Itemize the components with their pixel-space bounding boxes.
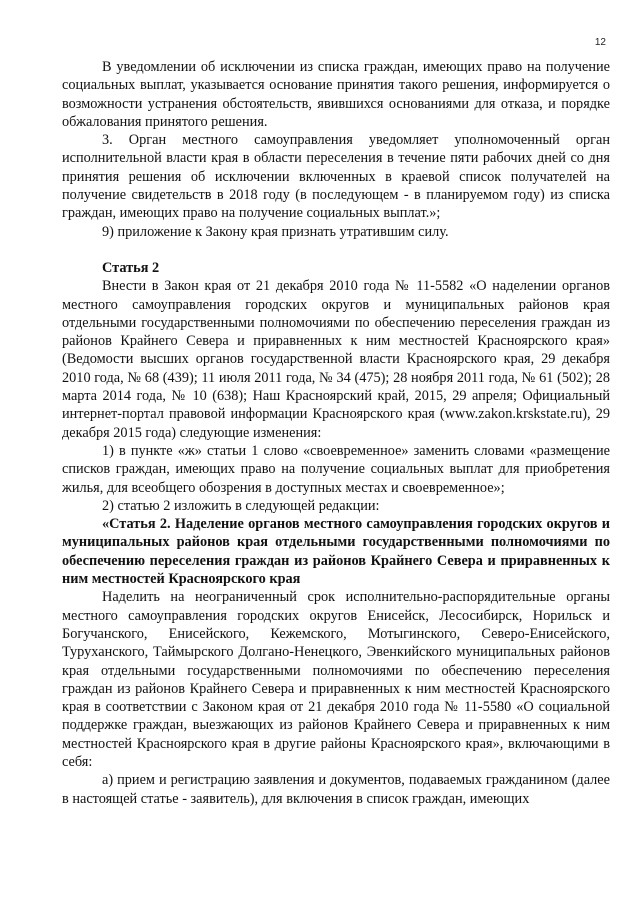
page-number: 12 — [594, 37, 606, 48]
paragraph-item-9: 9) приложение к Закону края признать утратившим силу. — [102, 223, 449, 240]
paragraph-amend-1: 1) в пункте «ж» статьи 1 слово «своевременное» заменить словами «размещение списков граждан, имеющих право на получение социальных выплат для приобретения жилья, для всеобщего обозрения в доступных местах и своевременное»; — [62, 442, 610, 496]
document-body — [62, 58, 610, 808]
article-2-title: «Статья 2. Наделение органов местного самоуправления городских округов и муниципальных районов края отдельными государственными полномочиями по обеспечению переселения граждан из районов Крайнего Севера и приравненных к ним местностей Красноярского края — [62, 516, 610, 588]
paragraph-amend-2: 2) статью 2 изложить в следующей редакции: — [102, 497, 380, 514]
paragraph-delegation: Наделить на неограниченный срок исполнительно-распорядительные органы местного самоуправления городских округов Енисейск, Лесосибирск, Норильск и Богучанского, Енисейского, Кежемского, Мотыгинского, Северо-Енисейского, Туруханского, Таймырского Долгано-Ненецкого, Эвенкийского муниципальных районов края отдельными государственными полномочиями по обеспечению переселения граждан из районов Крайнего Севера и приравненных к ним местностей Красноярского края в соответствии с Законом края от 21 декабря 2010 года № 11-5580 «О социальной поддержке граждан, выезжающих из районов Крайнего Севера и приравненных к ним местностей Красноярского края в другие районы Красноярского края», включающими в себя: — [62, 589, 610, 770]
paragraph-notice: В уведомлении об исключении из списка граждан, имеющих право на получение социальных выплат, указывается основание принятия такого решения, информируется о возможности устранения обстоятельств, явившихся основаниями для отказа, и порядке обжалования принятого решения. — [62, 59, 610, 130]
paragraph-item-a: а) прием и регистрацию заявления и документов, подаваемых гражданином (далее в настоящей статье - заявитель), для включения в список граждан, имеющих — [62, 772, 610, 807]
article-heading: Статья 2 — [102, 259, 160, 276]
paragraph-item-3: 3. Орган местного самоуправления уведомляет уполномоченный орган исполнительной власти края в области переселения в течение пяти рабочих дней со дня принятия решения об исключении включенных в краевой список получателей на получение свидетельств в 2018 году (в последующем - в планируемом году) из списка граждан, имеющих право на получение социальных выплат.»; — [62, 132, 610, 222]
section-gap — [62, 241, 610, 259]
paragraph-amend-law: Внести в Закон края от 21 декабря 2010 года № 11-5582 «О наделении органов местного самоуправления городских округов и муниципальных районов края отдельными государственными полномочиями по обеспечению переселения граждан из районов Крайнего Севера и приравненных к ним местностей Красноярского края» (Ведомости высших органов государственной власти Красноярского края, 29 декабря 2010 года, № 68 (439); 11 июля 2011 года, № 34 (475); 28 ноября 2011 года, № 61 (502); 28 марта 2014 года, № 10 (638); Наш Красноярский край, 2015, 29 апреля; Официальный интернет-портал правовой информации Красноярского края (www.zakon.krskstate.ru), 29 декабря 2015 года) следующие изменения: — [62, 278, 610, 441]
